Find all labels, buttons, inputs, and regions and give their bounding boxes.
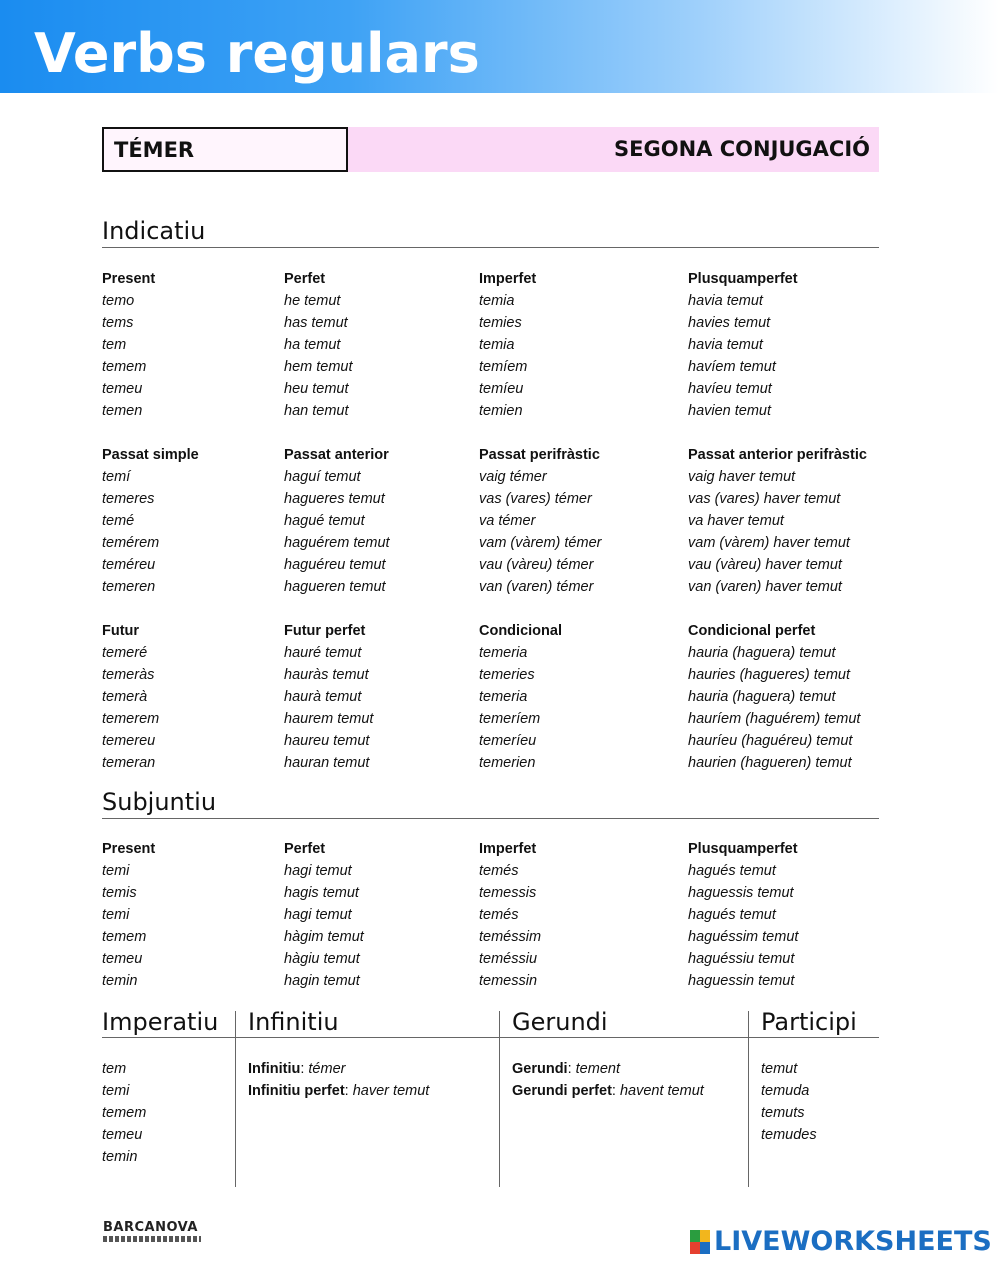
infinitiu-forms xyxy=(248,1058,429,1102)
verb-form: temessin xyxy=(479,973,538,989)
verb-form: haguí temut xyxy=(284,469,361,485)
verb-form: haguéssiu temut xyxy=(688,951,795,967)
verb-form: hagué temut xyxy=(284,513,365,529)
tense-heading: Present xyxy=(102,271,156,287)
verb-form: temeries xyxy=(479,667,535,683)
verb-form: temuda xyxy=(761,1083,810,1099)
tense-column xyxy=(479,268,536,422)
tense-heading: Passat simple xyxy=(102,447,199,463)
verb-form: vau (vàreu) haver temut xyxy=(688,557,842,573)
tense-column xyxy=(479,838,541,992)
verb-form: haguessis temut xyxy=(688,885,794,901)
tense-column xyxy=(284,838,364,992)
verb-form: hagueres temut xyxy=(284,491,385,507)
participi-forms xyxy=(761,1058,817,1146)
verb-form: temeren xyxy=(102,579,156,595)
verb-form: vas (vares) témer xyxy=(479,491,592,507)
verb-form: ha temut xyxy=(284,337,341,353)
verb-form: tems xyxy=(102,315,134,331)
tense-column xyxy=(479,620,562,774)
verb-form: hauràs temut xyxy=(284,667,369,683)
tense-heading: Passat perifràstic xyxy=(479,447,600,463)
tense-column xyxy=(102,620,159,774)
verb-form: teméssim xyxy=(479,929,542,945)
tense-heading: Condicional perfet xyxy=(688,623,816,639)
tense-heading: Plusquamperfet xyxy=(688,841,798,857)
gerundi-title: Gerundi xyxy=(512,1008,608,1036)
verb-form: haguéreu temut xyxy=(284,557,386,573)
verb-form: temem xyxy=(102,359,147,375)
verb-form: hagin temut xyxy=(284,973,360,989)
verb-form: temeu xyxy=(102,1127,143,1143)
verb-form: vaig haver temut xyxy=(688,469,796,485)
verb-form: haguessin temut xyxy=(688,973,795,989)
verb-form: temí xyxy=(102,469,131,485)
publisher-logo xyxy=(103,1220,201,1242)
verb-form: temi xyxy=(102,907,130,923)
verb-form: hagués temut xyxy=(688,863,776,879)
form-label: Infinitiu perfet xyxy=(248,1083,345,1099)
verb-form: temuts xyxy=(761,1105,805,1121)
indicatiu-rule xyxy=(102,247,879,248)
verb-form: havien temut xyxy=(688,403,772,419)
gerundi-forms xyxy=(512,1058,704,1102)
verb-box xyxy=(102,127,348,172)
verb-form: hauré temut xyxy=(284,645,362,661)
verb-form: temereu xyxy=(102,733,156,749)
form-label: Infinitiu xyxy=(248,1061,301,1077)
verb-header-bar xyxy=(102,127,879,172)
verb-form: temeríeu xyxy=(479,733,537,749)
verb-form: haurà temut xyxy=(284,689,362,705)
tense-heading: Passat anterior xyxy=(284,447,389,463)
verb-form: teméreu xyxy=(102,557,156,573)
separator: : xyxy=(567,1061,576,1077)
brand-logo[interactable] xyxy=(690,1226,992,1257)
verb-form: temerien xyxy=(479,755,536,771)
verb-form: temeran xyxy=(102,755,156,771)
separator: : xyxy=(300,1061,309,1077)
tense-heading: Perfet xyxy=(284,271,326,287)
verb-form: temeré xyxy=(102,645,148,661)
separator: : xyxy=(344,1083,353,1099)
verb-form: temo xyxy=(102,293,135,309)
verb-form: havies temut xyxy=(688,315,771,331)
tense-heading: Present xyxy=(102,841,156,857)
tense-column xyxy=(284,620,373,774)
verb-form: havia temut xyxy=(688,337,763,353)
verb-form: haguérem temut xyxy=(284,535,390,551)
verb-form: temeríem xyxy=(479,711,541,727)
verb-form: teméssiu xyxy=(479,951,538,967)
tense-heading: Imperfet xyxy=(479,841,537,857)
verb-form: temessis xyxy=(479,885,537,901)
divider-infinitiu xyxy=(499,1011,500,1187)
verb-form: vam (vàrem) haver temut xyxy=(688,535,850,551)
verb-form: hem temut xyxy=(284,359,353,375)
verb-form: temés xyxy=(479,907,519,923)
verb-form: temeria xyxy=(479,689,528,705)
tense-column xyxy=(102,268,155,422)
verb-form: hagueren temut xyxy=(284,579,386,595)
form-line xyxy=(248,1080,429,1102)
tense-column xyxy=(102,838,155,992)
form-line xyxy=(248,1058,429,1080)
tense-column xyxy=(688,620,860,774)
participi-title: Participi xyxy=(761,1008,857,1036)
separator: : xyxy=(611,1083,620,1099)
verb-form: vas (vares) haver temut xyxy=(688,491,841,507)
verb-form: hagi temut xyxy=(284,907,352,923)
verb-form: temeu xyxy=(102,951,143,967)
verb-form: temem xyxy=(102,1105,147,1121)
verb-form: hagis temut xyxy=(284,885,359,901)
tense-heading: Futur xyxy=(102,623,140,639)
verb-form: temeres xyxy=(102,491,155,507)
form-label: Gerundi xyxy=(512,1061,568,1077)
indicatiu-title: Indicatiu xyxy=(102,217,206,245)
form-value: témer xyxy=(308,1061,346,1077)
verb-form: temia xyxy=(479,337,515,353)
verb-form: temés xyxy=(479,863,519,879)
imperatiu-forms xyxy=(102,1058,146,1168)
form-line xyxy=(512,1080,704,1102)
verb-form: temia xyxy=(479,293,515,309)
infinitiu-title: Infinitiu xyxy=(248,1008,339,1036)
verb-form: temeu xyxy=(102,381,143,397)
verb-form: hàgiu temut xyxy=(284,951,360,967)
verb-form: temerà xyxy=(102,689,148,705)
verb-form: temut xyxy=(761,1061,798,1077)
verb-form: hagués temut xyxy=(688,907,776,923)
verb-form: havia temut xyxy=(688,293,763,309)
verb-form: temi xyxy=(102,863,130,879)
tense-column xyxy=(688,838,798,992)
verb-form: hauria (haguera) temut xyxy=(688,645,836,661)
tense-column xyxy=(479,444,601,598)
brand-mark-icon xyxy=(690,1230,710,1254)
conjugation-label: SEGONA CONJUGACIÓ xyxy=(614,137,870,161)
verb-form: has temut xyxy=(284,315,348,331)
form-value: havent temut xyxy=(619,1083,704,1099)
divider-imperatiu xyxy=(235,1011,236,1187)
form-value: haver temut xyxy=(352,1083,430,1099)
divider-gerundi xyxy=(748,1011,749,1187)
verb-form: vau (vàreu) témer xyxy=(479,557,594,573)
verb-form: temerem xyxy=(102,711,160,727)
verb-form: vam (vàrem) témer xyxy=(479,535,602,551)
publisher-name: BARCANOVA xyxy=(103,1220,198,1235)
verb-form: temin xyxy=(102,1149,138,1165)
verb-form: hagi temut xyxy=(284,863,352,879)
verb-form: temérem xyxy=(102,535,160,551)
verb-form: hauríeu (haguéreu) temut xyxy=(688,733,853,749)
subjuntiu-title: Subjuntiu xyxy=(102,788,217,816)
verb-form: temudes xyxy=(761,1127,817,1143)
verb-form: temeràs xyxy=(102,667,155,683)
verb-form: he temut xyxy=(284,293,341,309)
form-label: Gerundi perfet xyxy=(512,1083,612,1099)
tense-column xyxy=(102,444,199,598)
verb-form: temé xyxy=(102,513,135,529)
verb-name: TÉMER xyxy=(114,138,195,162)
form-line xyxy=(512,1058,704,1080)
verb-form: hàgim temut xyxy=(284,929,364,945)
verb-form: tem xyxy=(102,1061,127,1077)
verb-form: temis xyxy=(102,885,137,901)
bottom-rule xyxy=(102,1037,879,1038)
verb-form: va témer xyxy=(479,513,536,529)
verb-form: hauries (hagueres) temut xyxy=(688,667,850,683)
verb-form: tem xyxy=(102,337,127,353)
brand-name: LIVEWORKSHEETS xyxy=(714,1226,992,1257)
verb-form: hauran temut xyxy=(284,755,370,771)
verb-form: vaig témer xyxy=(479,469,547,485)
tense-heading: Condicional xyxy=(479,623,562,639)
verb-form: temen xyxy=(102,403,143,419)
verb-form: temin xyxy=(102,973,138,989)
tense-heading: Futur perfet xyxy=(284,623,366,639)
publisher-wave-icon xyxy=(103,1236,201,1242)
tense-column xyxy=(688,268,798,422)
verb-form: van (varen) témer xyxy=(479,579,594,595)
verb-form: heu temut xyxy=(284,381,349,397)
verb-form: havíeu temut xyxy=(688,381,772,397)
verb-form: hauria (haguera) temut xyxy=(688,689,836,705)
tense-column xyxy=(284,444,390,598)
verb-form: temies xyxy=(479,315,522,331)
verb-form: van (varen) haver temut xyxy=(688,579,842,595)
verb-form: hauríem (haguérem) temut xyxy=(688,711,861,727)
tense-heading: Passat anterior perifràstic xyxy=(688,447,867,463)
verb-form: han temut xyxy=(284,403,349,419)
page-title: Verbs regulars xyxy=(34,22,480,85)
tense-column xyxy=(688,444,867,598)
form-value: tement xyxy=(575,1061,620,1077)
verb-form: temi xyxy=(102,1083,130,1099)
verb-form: haguéssim temut xyxy=(688,929,799,945)
verb-form: haurien (hagueren) temut xyxy=(688,755,852,771)
verb-form: va haver temut xyxy=(688,513,784,529)
verb-form: haurem temut xyxy=(284,711,374,727)
tense-heading: Perfet xyxy=(284,841,326,857)
verb-form: temem xyxy=(102,929,147,945)
tense-heading: Imperfet xyxy=(479,271,537,287)
verb-form: havíem temut xyxy=(688,359,776,375)
subjuntiu-rule xyxy=(102,818,879,819)
imperatiu-title: Imperatiu xyxy=(102,1008,219,1036)
verb-form: haureu temut xyxy=(284,733,370,749)
verb-form: temeria xyxy=(479,645,528,661)
tense-column xyxy=(284,268,353,422)
verb-form: temíem xyxy=(479,359,528,375)
tense-heading: Plusquamperfet xyxy=(688,271,798,287)
verb-form: temíeu xyxy=(479,381,524,397)
verb-form: temien xyxy=(479,403,523,419)
title-banner xyxy=(0,0,999,93)
